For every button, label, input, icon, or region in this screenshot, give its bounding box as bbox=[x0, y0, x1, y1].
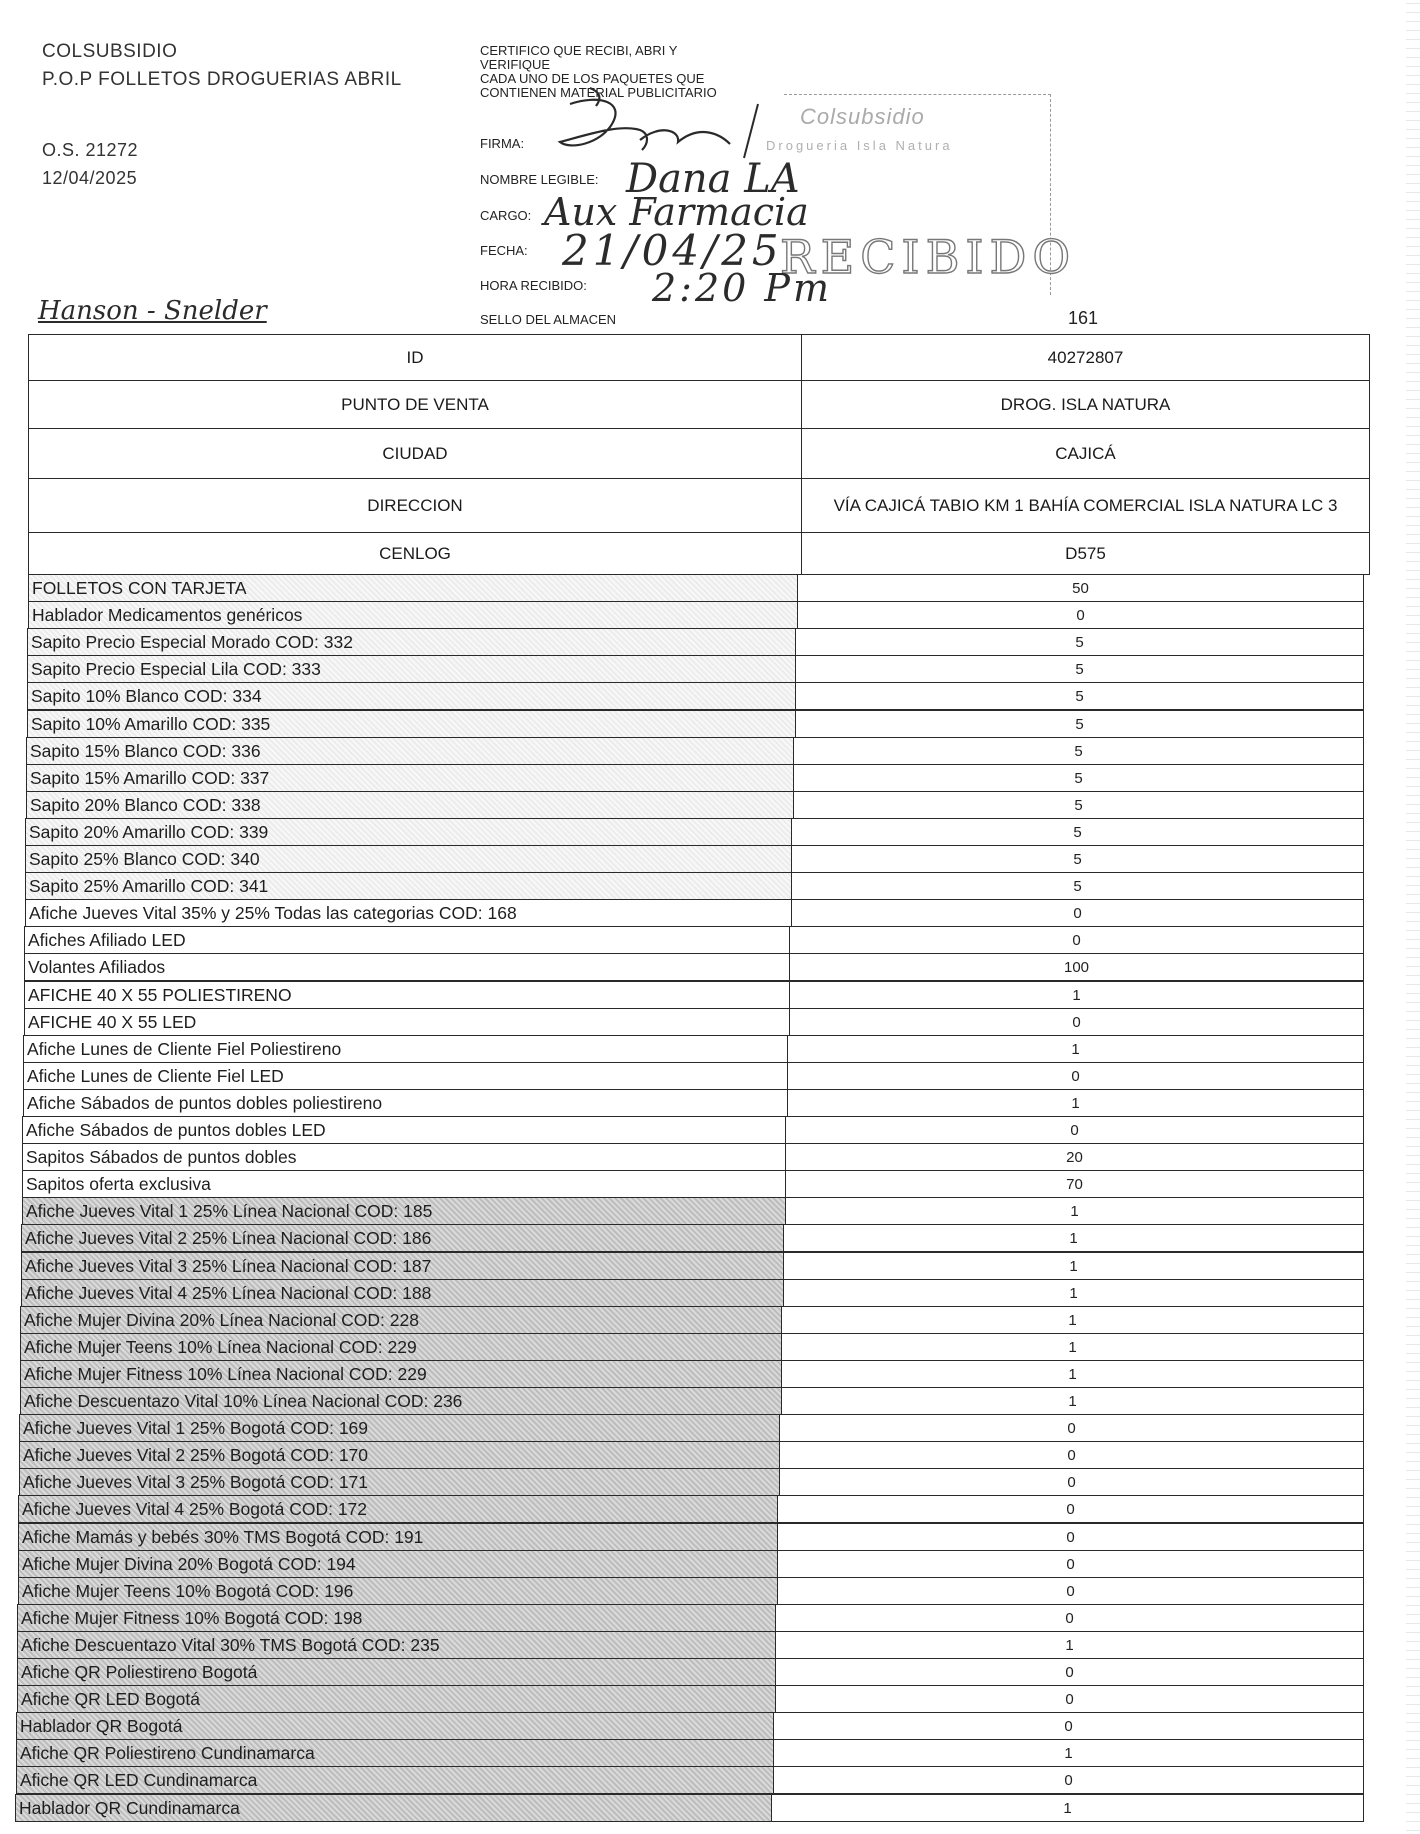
cert-line-2: VERIFIQUE bbox=[480, 57, 551, 72]
material-name: Afiche Jueves Vital 35% y 25% Todas las categorias COD: 168 bbox=[29, 902, 517, 923]
cert-line-1: CERTIFICO QUE RECIBI, ABRI Y bbox=[480, 43, 678, 58]
material-qty: 5 bbox=[793, 765, 1363, 791]
material-qty: 5 bbox=[791, 873, 1363, 899]
material-qty: 1 bbox=[783, 1225, 1363, 1251]
material-name: Afiche Mamás y bebés 30% TMS Bogotá COD: 191 bbox=[19, 1524, 777, 1550]
material-name: Afiche Jueves Vital 4 25% Línea Nacional COD: 188 bbox=[22, 1280, 783, 1306]
handwritten-fecha: 21/04/25 bbox=[562, 226, 783, 275]
material-qty: 1 bbox=[773, 1740, 1363, 1766]
material-name: Sapito 25% Amarillo COD: 341 bbox=[26, 873, 791, 899]
material-name: Sapito 25% Blanco COD: 340 bbox=[26, 846, 791, 872]
material-name: Afiches Afiliado LED bbox=[28, 929, 186, 950]
stamp-recibido: RECIBIDO bbox=[780, 230, 1077, 284]
material-name: Hablador QR Bogotá bbox=[17, 1713, 773, 1739]
material-qty: 1 bbox=[781, 1307, 1363, 1333]
material-qty: 1 bbox=[771, 1795, 1363, 1821]
material-row bbox=[28, 601, 1364, 629]
material-qty: 5 bbox=[793, 738, 1363, 764]
material-name: Afiche Mujer Teens 10% Línea Nacional COD: 229 bbox=[21, 1334, 781, 1360]
material-qty: 5 bbox=[795, 629, 1363, 655]
material-qty: 0 bbox=[789, 1009, 1363, 1035]
material-name: Afiche Sábados de puntos dobles poliestireno bbox=[27, 1092, 383, 1113]
header-block bbox=[42, 38, 402, 192]
material-qty: 5 bbox=[791, 819, 1363, 845]
order-number: O.S. 21272 bbox=[42, 140, 139, 160]
material-qty: 1 bbox=[785, 1198, 1363, 1224]
info-row bbox=[28, 428, 1370, 479]
material-row bbox=[23, 1035, 1364, 1063]
material-row bbox=[25, 899, 1364, 927]
cert-line-4: CONTIENEN MATERIAL PUBLICITARIO bbox=[480, 85, 717, 100]
material-row bbox=[27, 628, 1364, 656]
material-name: Volantes Afiliados bbox=[28, 956, 166, 977]
material-name: Afiche Jueves Vital 1 25% Bogotá COD: 169 bbox=[20, 1415, 779, 1441]
material-name: AFICHE 40 X 55 POLIESTIRENO bbox=[28, 984, 292, 1005]
material-row bbox=[19, 1441, 1364, 1469]
material-name: Sapito 20% Blanco COD: 338 bbox=[27, 792, 793, 818]
info-label: DIRECCION bbox=[367, 495, 463, 515]
material-qty: 0 bbox=[789, 927, 1363, 953]
material-row bbox=[21, 1224, 1364, 1252]
hora-label: HORA RECIBIDO: bbox=[480, 278, 587, 293]
material-row bbox=[20, 1360, 1364, 1388]
material-qty: 0 bbox=[779, 1442, 1363, 1468]
info-label: CIUDAD bbox=[382, 443, 448, 463]
material-qty: 1 bbox=[781, 1334, 1363, 1360]
cert-line-3: CADA UNO DE LOS PAQUETES QUE bbox=[480, 71, 705, 86]
material-qty: 100 bbox=[789, 954, 1363, 980]
info-row bbox=[28, 532, 1370, 575]
material-name: Afiche Jueves Vital 4 25% Bogotá COD: 172 bbox=[19, 1496, 777, 1522]
material-name: Afiche Mujer Fitness 10% Línea Nacional COD: 229 bbox=[21, 1361, 781, 1387]
material-name: Afiche Lunes de Cliente Fiel Poliestireno bbox=[27, 1038, 342, 1059]
material-row bbox=[23, 1089, 1364, 1117]
info-row bbox=[28, 334, 1370, 381]
material-qty: 0 bbox=[777, 1578, 1363, 1604]
material-qty: 1 bbox=[781, 1361, 1363, 1387]
sello-label: SELLO DEL ALMACEN bbox=[480, 312, 617, 327]
material-row bbox=[22, 1116, 1364, 1144]
info-label: CENLOG bbox=[379, 543, 451, 563]
material-name: Sapito 15% Blanco COD: 336 bbox=[27, 738, 793, 764]
material-qty: 1 bbox=[787, 1090, 1363, 1116]
material-row bbox=[27, 710, 1364, 738]
info-value: CAJICÁ bbox=[801, 429, 1369, 478]
material-qty: 5 bbox=[795, 711, 1363, 737]
material-qty: 1 bbox=[775, 1632, 1363, 1658]
info-label: ID bbox=[406, 347, 424, 367]
nombre-label: NOMBRE LEGIBLE: bbox=[480, 172, 599, 187]
material-qty: 1 bbox=[787, 1036, 1363, 1062]
material-name: Afiche Jueves Vital 2 25% Bogotá COD: 170 bbox=[20, 1442, 779, 1468]
material-row bbox=[24, 981, 1364, 1009]
handwritten-hora: 2:20 Pm bbox=[652, 266, 833, 310]
info-row bbox=[28, 380, 1370, 429]
material-qty: 5 bbox=[795, 656, 1363, 682]
material-qty: 0 bbox=[777, 1551, 1363, 1577]
header-date: 12/04/2025 bbox=[42, 168, 138, 188]
material-row bbox=[18, 1577, 1364, 1605]
material-name: Sapito 10% Blanco COD: 334 bbox=[28, 683, 795, 709]
material-row bbox=[17, 1685, 1364, 1713]
material-qty: 0 bbox=[775, 1659, 1363, 1685]
fecha-label: FECHA: bbox=[480, 243, 528, 258]
material-qty: 70 bbox=[785, 1171, 1363, 1197]
material-name: Afiche Descuentazo Vital 10% Línea Nacional COD: 236 bbox=[21, 1388, 781, 1414]
handwritten-note: Hanson - Snelder bbox=[38, 296, 267, 326]
material-row bbox=[18, 1550, 1364, 1578]
info-value: DROG. ISLA NATURA bbox=[801, 381, 1369, 428]
material-row bbox=[27, 655, 1364, 683]
material-qty: 0 bbox=[775, 1605, 1363, 1631]
stamp-logo: Colsubsidio bbox=[800, 104, 925, 129]
material-row bbox=[24, 1008, 1364, 1036]
material-qty: 0 bbox=[797, 602, 1363, 628]
page-number: 161 bbox=[1068, 308, 1099, 328]
material-name: FOLLETOS CON TARJETA bbox=[29, 575, 797, 601]
material-name: Afiche QR LED Cundinamarca bbox=[17, 1767, 773, 1793]
material-row bbox=[16, 1766, 1364, 1794]
material-qty: 5 bbox=[795, 683, 1363, 709]
info-value: VÍA CAJICÁ TABIO KM 1 BAHÍA COMERCIAL ISLA NATURA LC 3 bbox=[801, 479, 1369, 532]
material-row bbox=[25, 872, 1364, 900]
material-row bbox=[26, 791, 1364, 819]
material-name: Afiche QR Poliestireno Cundinamarca bbox=[17, 1740, 773, 1766]
material-name: Afiche Sábados de puntos dobles LED bbox=[26, 1119, 326, 1140]
material-qty: 1 bbox=[783, 1253, 1363, 1279]
material-row bbox=[26, 737, 1364, 765]
material-name: Afiche Jueves Vital 3 25% Bogotá COD: 171 bbox=[20, 1469, 779, 1495]
material-name: Afiche Jueves Vital 3 25% Línea Nacional COD: 187 bbox=[22, 1253, 783, 1279]
material-qty: 1 bbox=[783, 1280, 1363, 1306]
material-row bbox=[20, 1306, 1364, 1334]
material-row bbox=[24, 953, 1364, 981]
material-name: Afiche Jueves Vital 1 25% Línea Nacional COD: 185 bbox=[23, 1198, 785, 1224]
material-name: Afiche QR Poliestireno Bogotá bbox=[18, 1659, 775, 1685]
material-row bbox=[19, 1468, 1364, 1496]
material-qty: 50 bbox=[797, 575, 1363, 601]
company-name: COLSUBSIDIO bbox=[42, 41, 178, 62]
material-name: Afiche Jueves Vital 2 25% Línea Nacional COD: 186 bbox=[22, 1225, 783, 1251]
material-name: Afiche Descuentazo Vital 30% TMS Bogotá COD: 235 bbox=[18, 1632, 775, 1658]
handwritten-cargo: Aux Farmacia bbox=[544, 190, 809, 234]
material-name: Sapito Precio Especial Morado COD: 332 bbox=[28, 629, 795, 655]
material-row bbox=[22, 1170, 1364, 1198]
material-row bbox=[18, 1523, 1364, 1551]
handwritten-nombre: Dana LA bbox=[626, 156, 800, 202]
material-qty: 0 bbox=[787, 1063, 1363, 1089]
material-qty: 5 bbox=[791, 846, 1363, 872]
firma-label: FIRMA: bbox=[480, 136, 525, 151]
material-row bbox=[25, 818, 1364, 846]
material-qty: 0 bbox=[775, 1686, 1363, 1712]
material-name: Afiche Mujer Teens 10% Bogotá COD: 196 bbox=[19, 1578, 777, 1604]
info-row bbox=[28, 478, 1370, 533]
material-qty: 0 bbox=[779, 1415, 1363, 1441]
material-qty: 1 bbox=[789, 982, 1363, 1008]
material-row bbox=[19, 1414, 1364, 1442]
material-name: Afiche Mujer Divina 20% Bogotá COD: 194 bbox=[19, 1551, 777, 1577]
material-row bbox=[16, 1739, 1364, 1767]
signature-scribble bbox=[530, 84, 790, 164]
material-row bbox=[27, 682, 1364, 710]
material-qty: 0 bbox=[777, 1524, 1363, 1550]
material-row bbox=[21, 1252, 1364, 1280]
material-row bbox=[21, 1279, 1364, 1307]
material-row bbox=[28, 574, 1364, 602]
material-row bbox=[17, 1604, 1364, 1632]
material-row bbox=[22, 1197, 1364, 1225]
material-qty: 0 bbox=[773, 1767, 1363, 1793]
material-row bbox=[25, 845, 1364, 873]
material-row bbox=[15, 1794, 1364, 1822]
info-value: D575 bbox=[801, 533, 1369, 574]
material-qty: 0 bbox=[785, 1117, 1363, 1143]
scan-edge-artifact bbox=[1406, 0, 1420, 1834]
material-name: Sapito 10% Amarillo COD: 335 bbox=[28, 711, 795, 737]
project-title: P.O.P FOLLETOS DROGUERIAS ABRIL bbox=[42, 69, 402, 90]
stamp-subtitle: Drogueria Isla Natura bbox=[766, 138, 953, 153]
material-qty: 0 bbox=[777, 1496, 1363, 1522]
material-row bbox=[20, 1333, 1364, 1361]
material-row bbox=[23, 1062, 1364, 1090]
info-value: 40272807 bbox=[801, 335, 1369, 380]
material-name: Hablador Medicamentos genéricos bbox=[29, 602, 797, 628]
material-qty: 20 bbox=[785, 1144, 1363, 1170]
material-name: Sapito Precio Especial Lila COD: 333 bbox=[28, 656, 795, 682]
material-name: AFICHE 40 X 55 LED bbox=[28, 1011, 197, 1032]
material-qty: 0 bbox=[779, 1469, 1363, 1495]
material-row bbox=[20, 1387, 1364, 1415]
material-name: Sapito 20% Amarillo COD: 339 bbox=[26, 819, 791, 845]
material-row bbox=[26, 764, 1364, 792]
cargo-label: CARGO: bbox=[480, 208, 532, 223]
material-qty: 1 bbox=[781, 1388, 1363, 1414]
material-qty: 0 bbox=[773, 1713, 1363, 1739]
material-name: Afiche QR LED Bogotá bbox=[18, 1686, 775, 1712]
material-row bbox=[24, 926, 1364, 954]
material-name: Hablador QR Cundinamarca bbox=[16, 1795, 771, 1821]
material-qty: 5 bbox=[793, 792, 1363, 818]
material-name: Afiche Mujer Divina 20% Línea Nacional COD: 228 bbox=[21, 1307, 781, 1333]
material-row bbox=[17, 1631, 1364, 1659]
material-row bbox=[17, 1658, 1364, 1686]
material-name: Sapitos Sábados de puntos dobles bbox=[26, 1146, 297, 1167]
material-qty: 0 bbox=[791, 900, 1363, 926]
material-name: Sapito 15% Amarillo COD: 337 bbox=[27, 765, 793, 791]
material-name: Afiche Mujer Fitness 10% Bogotá COD: 198 bbox=[18, 1605, 775, 1631]
material-name: Afiche Lunes de Cliente Fiel LED bbox=[27, 1065, 284, 1086]
info-label: PUNTO DE VENTA bbox=[341, 394, 489, 414]
material-row bbox=[22, 1143, 1364, 1171]
material-row bbox=[16, 1712, 1364, 1740]
material-name: Sapitos oferta exclusiva bbox=[26, 1173, 211, 1194]
material-row bbox=[18, 1495, 1364, 1523]
